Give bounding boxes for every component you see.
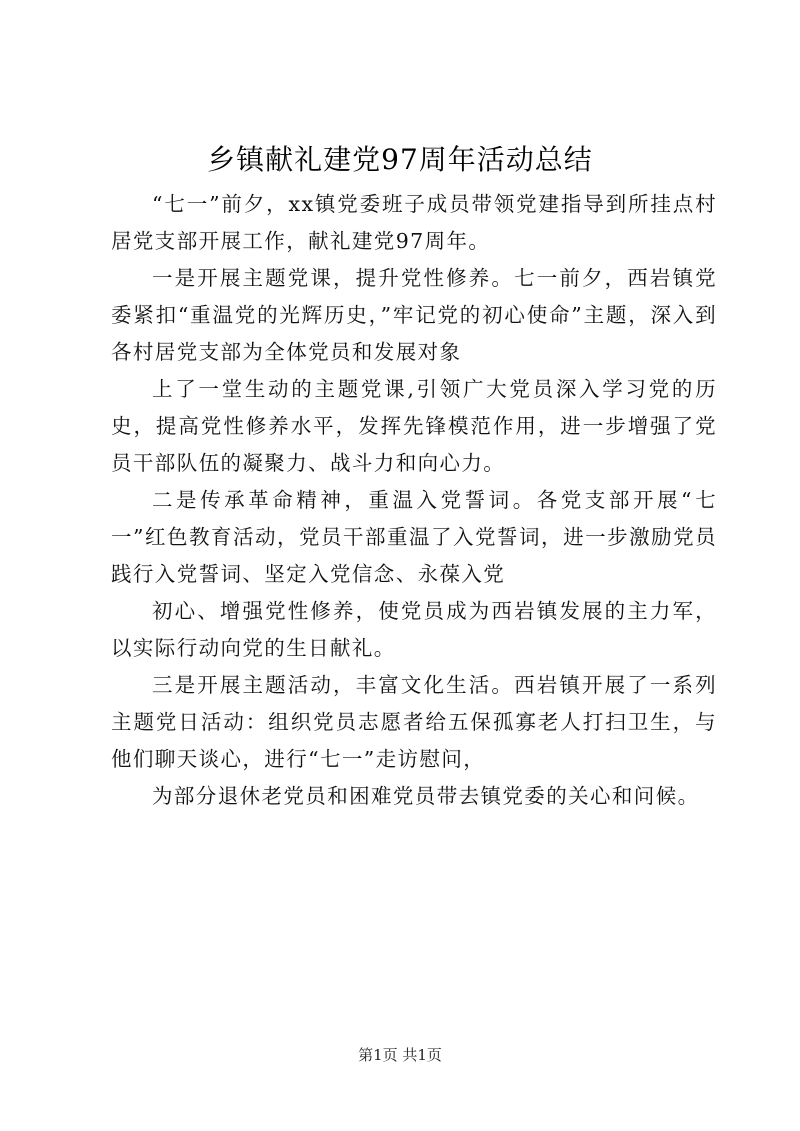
paragraph-4: 二是传承革命精神，重温入党誓词。各党支部开展“七一”红色教育活动，党员干部重温了入党誓词，进一步激励党员践行入党誓词、坚定入党信念、永葆入党 — [111, 488, 717, 586]
document-title: 乡镇献礼建党97周年活动总结 — [207, 143, 593, 176]
paragraph-3: 上了一堂生动的主题党课,引领广大党员深入学习党的历史，提高党性修养水平，发挥先锋模范作用，进一步增强了党员干部队伍的凝聚力、战斗力和向心力。 — [111, 377, 717, 475]
paragraph-7: 为部分退休老党员和困难党员带去镇党委的关心和问候。 — [152, 784, 700, 808]
paragraph-5: 初心、增强党性修养，使党员成为西岩镇发展的主力军，以实际行动向党的生日献礼。 — [111, 599, 717, 660]
paragraph-2: 一是开展主题党课，提升党性修养。七一前夕，西岩镇党委紧扣“重温党的光辉历史，”牢记党的初心使命”主题，深入到各村居党支部为全体党员和发展对象 — [111, 266, 717, 364]
page-footer: 第1页 共1页 — [358, 1046, 442, 1064]
document-body — [111, 186, 717, 815]
paragraph-1: “七一”前夕，xx镇党委班子成员带领党建指导到所挂点村居党支部开展工作，献礼建党97周年。 — [111, 192, 717, 253]
paragraph-6: 三是开展主题活动，丰富文化生活。西岩镇开展了一系列主题党日活动：组织党员志愿者给五保孤寡老人打扫卫生，与他们聊天谈心，进行“七一”走访慰问， — [111, 673, 717, 771]
